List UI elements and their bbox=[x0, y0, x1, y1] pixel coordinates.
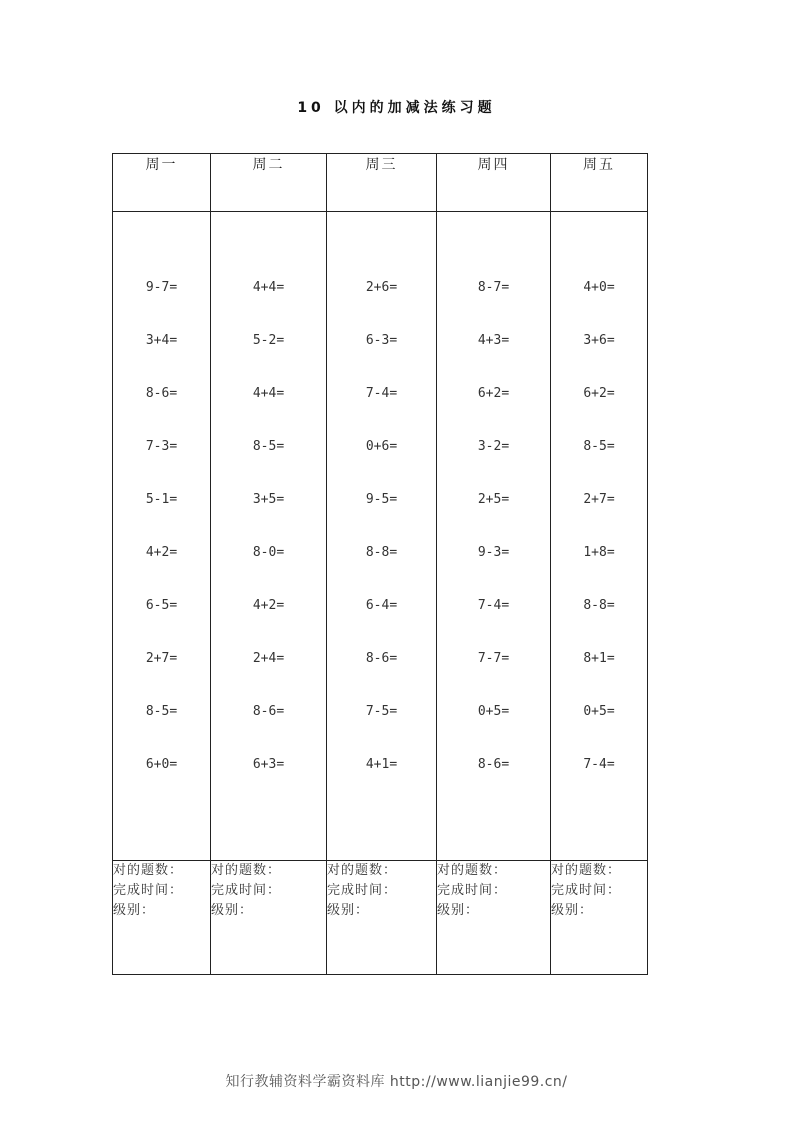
problem-item: 0+5= bbox=[477, 704, 510, 719]
correct-count-label: 对的题数： bbox=[211, 863, 282, 878]
problem-item: 8-8= bbox=[583, 598, 615, 613]
problem-list bbox=[551, 212, 647, 808]
problem-item: 2+6= bbox=[365, 280, 398, 295]
finish-time-label: 完成时间： bbox=[113, 883, 184, 898]
day-header-mon: 周一 bbox=[113, 154, 211, 212]
problems-column-mon bbox=[113, 212, 211, 861]
problem-item: 1+8= bbox=[583, 545, 615, 560]
correct-count-label: 对的题数： bbox=[437, 863, 508, 878]
problem-item: 8-5= bbox=[583, 439, 615, 454]
problem-item: 2+7= bbox=[145, 651, 178, 666]
problem-item: 3+6= bbox=[583, 333, 615, 348]
problem-item: 6-3= bbox=[365, 333, 398, 348]
problem-item: 4+4= bbox=[252, 386, 285, 401]
problem-item: 7-4= bbox=[365, 386, 398, 401]
problem-item: 6+2= bbox=[583, 386, 615, 401]
problem-item: 2+5= bbox=[477, 492, 510, 507]
problem-item: 3+4= bbox=[145, 333, 178, 348]
finish-time-label: 完成时间： bbox=[327, 883, 398, 898]
problem-item: 7-5= bbox=[365, 704, 398, 719]
problem-item: 3-2= bbox=[477, 439, 510, 454]
level-label: 级别： bbox=[551, 903, 594, 918]
problems-column-thu bbox=[437, 212, 551, 861]
day-header-wed: 周三 bbox=[327, 154, 437, 212]
day-header-thu: 周四 bbox=[437, 154, 551, 212]
problem-item: 9-5= bbox=[365, 492, 398, 507]
problem-item: 2+4= bbox=[252, 651, 285, 666]
problem-item: 6-4= bbox=[365, 598, 398, 613]
day-header-tue: 周二 bbox=[211, 154, 327, 212]
stats-cell-tue bbox=[211, 861, 327, 975]
problem-item: 6+3= bbox=[252, 757, 285, 772]
problem-item: 7-4= bbox=[477, 598, 510, 613]
finish-time-label: 完成时间： bbox=[551, 883, 622, 898]
problem-item: 6-5= bbox=[145, 598, 178, 613]
problem-item: 8-6= bbox=[145, 386, 178, 401]
problem-item: 9-7= bbox=[145, 280, 178, 295]
problems-row bbox=[113, 212, 648, 861]
stats-cell-fri bbox=[551, 861, 648, 975]
practice-table bbox=[112, 153, 648, 975]
problem-list bbox=[327, 212, 436, 808]
stats-cell-wed bbox=[327, 861, 437, 975]
problem-item: 9-3= bbox=[477, 545, 510, 560]
stats-row bbox=[113, 861, 648, 975]
problem-item: 8+1= bbox=[583, 651, 615, 666]
problem-item: 0+5= bbox=[583, 704, 615, 719]
stats-cell-thu bbox=[437, 861, 551, 975]
problem-list bbox=[211, 212, 326, 808]
level-label: 级别： bbox=[113, 903, 156, 918]
problem-item: 3+5= bbox=[252, 492, 285, 507]
page-title: 10 以内的加减法练习题 bbox=[297, 100, 496, 116]
problem-item: 6+0= bbox=[145, 757, 178, 772]
correct-count-label: 对的题数： bbox=[327, 863, 398, 878]
problem-item: 8-8= bbox=[365, 545, 398, 560]
problem-item: 7-7= bbox=[477, 651, 510, 666]
problem-item: 8-6= bbox=[252, 704, 285, 719]
day-header-fri: 周五 bbox=[551, 154, 648, 212]
problem-item: 7-3= bbox=[145, 439, 178, 454]
problems-column-wed bbox=[327, 212, 437, 861]
problem-item: 8-6= bbox=[365, 651, 398, 666]
problem-item: 6+2= bbox=[477, 386, 510, 401]
problem-item: 4+2= bbox=[145, 545, 178, 560]
level-label: 级别： bbox=[327, 903, 370, 918]
problem-item: 8-6= bbox=[477, 757, 510, 772]
correct-count-label: 对的题数： bbox=[551, 863, 622, 878]
problem-item: 4+3= bbox=[477, 333, 510, 348]
problem-item: 4+2= bbox=[252, 598, 285, 613]
problem-item: 0+6= bbox=[365, 439, 398, 454]
problem-item: 5-1= bbox=[145, 492, 178, 507]
problem-item: 5-2= bbox=[252, 333, 285, 348]
problem-item: 8-5= bbox=[145, 704, 178, 719]
problem-item: 8-5= bbox=[252, 439, 285, 454]
problem-item: 7-4= bbox=[583, 757, 615, 772]
problem-item: 2+7= bbox=[583, 492, 615, 507]
finish-time-label: 完成时间： bbox=[437, 883, 508, 898]
correct-count-label: 对的题数： bbox=[113, 863, 184, 878]
stats-cell-mon bbox=[113, 861, 211, 975]
problems-column-fri bbox=[551, 212, 648, 861]
problem-item: 4+1= bbox=[365, 757, 398, 772]
problem-list bbox=[437, 212, 550, 808]
problems-column-tue bbox=[211, 212, 327, 861]
problem-item: 8-0= bbox=[252, 545, 285, 560]
level-label: 级别： bbox=[437, 903, 480, 918]
finish-time-label: 完成时间： bbox=[211, 883, 282, 898]
problem-list bbox=[113, 212, 210, 808]
footer-source: 知行教辅资料学霸资料库 http://www.lianjie99.cn/ bbox=[225, 1074, 568, 1090]
problem-item: 8-7= bbox=[477, 280, 510, 295]
problem-item: 4+4= bbox=[252, 280, 285, 295]
level-label: 级别： bbox=[211, 903, 254, 918]
problem-item: 4+0= bbox=[583, 280, 615, 295]
header-row bbox=[113, 154, 648, 212]
